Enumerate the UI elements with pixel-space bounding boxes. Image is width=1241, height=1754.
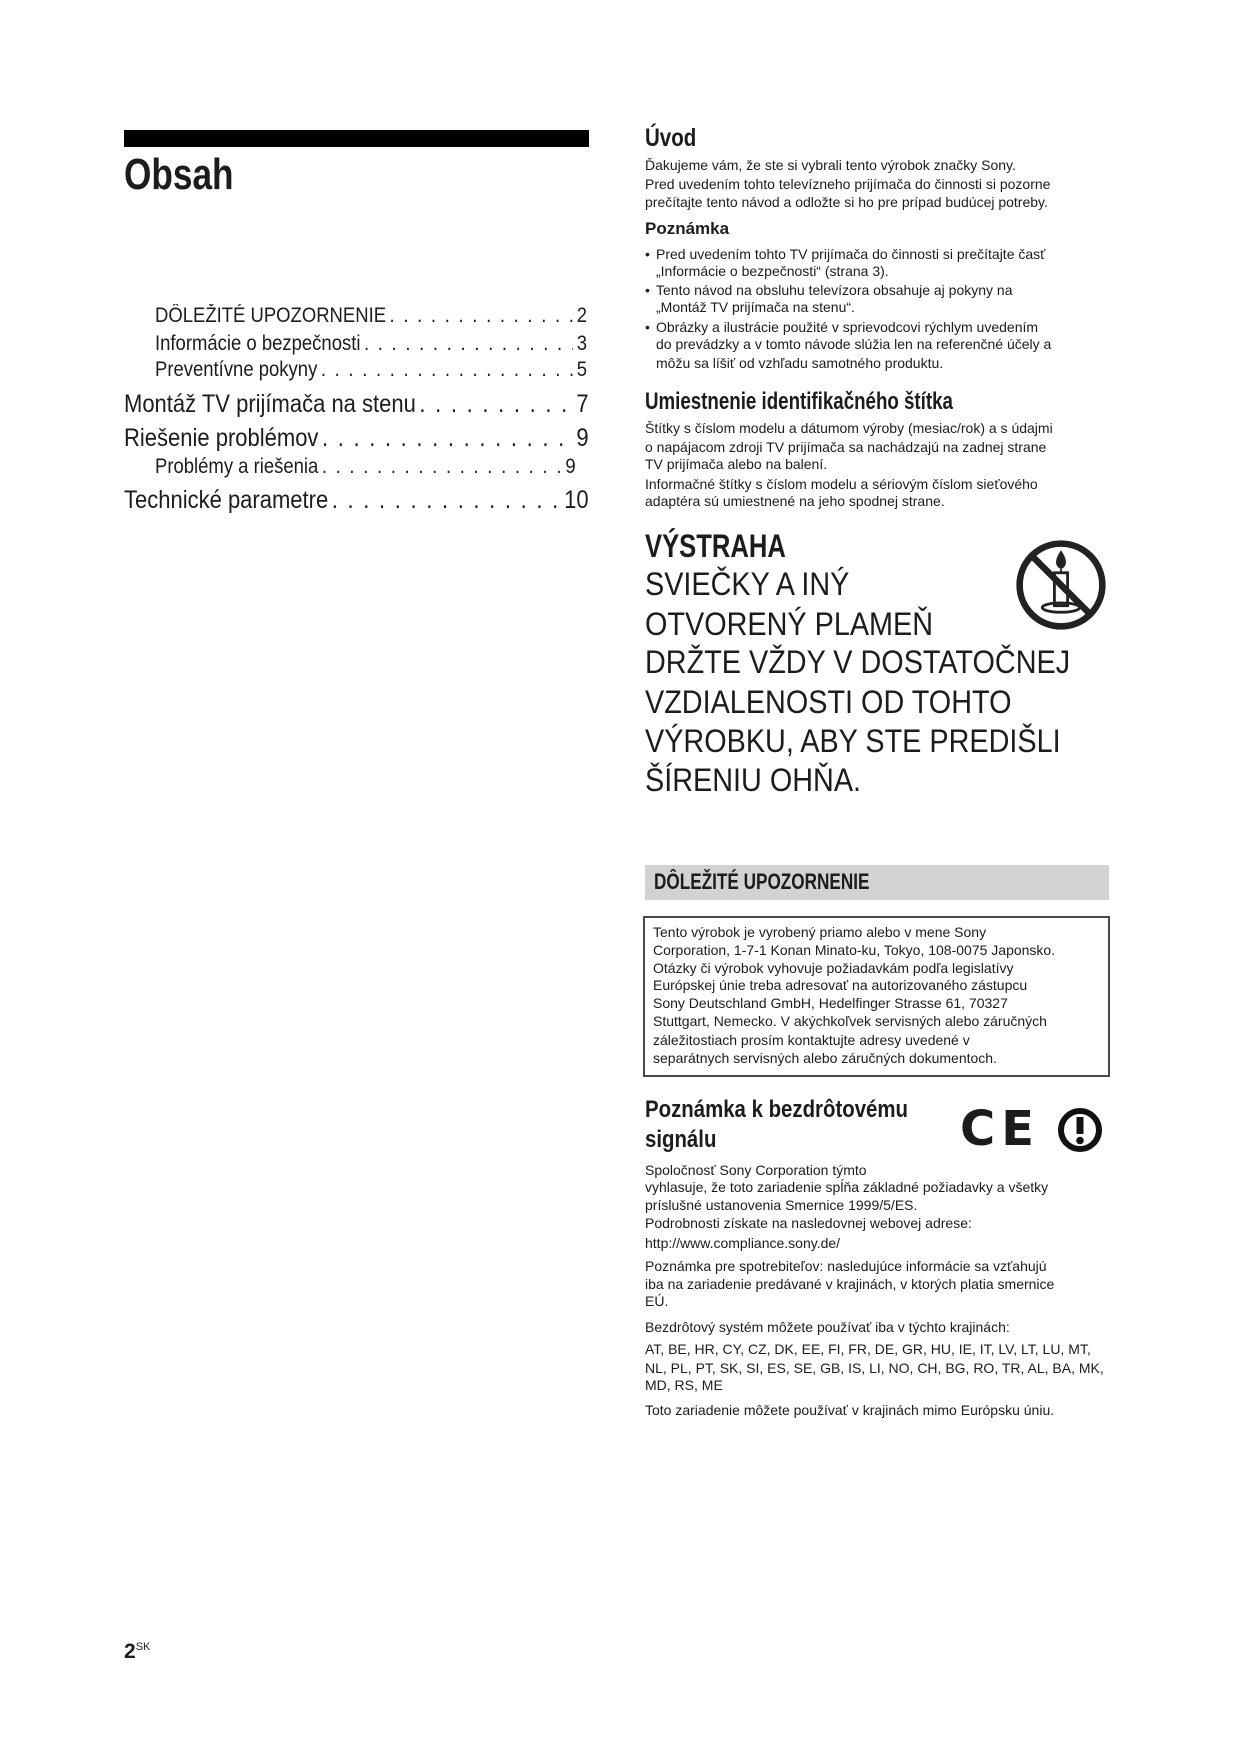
warning-line: OTVORENÝ PLAMEŇ: [645, 606, 934, 642]
toc-entry-troubleshooting: [124, 423, 589, 453]
label-location-line: adaptéra sú umiestnené na jeho spodnej strane.: [645, 493, 945, 509]
warning-line: SVIEČKY A INÝ: [645, 566, 850, 602]
country-list-line: MD, RS, ME: [645, 1377, 723, 1393]
toc-leader: [364, 331, 573, 357]
warning-line: DRŽTE VŽDY V DOSTATOČNEJ: [645, 644, 1071, 680]
label-location-line: o napájacom zdroji TV prijímača sa nachádzajú na zadnej strane: [645, 439, 1047, 455]
toc-leader: [419, 389, 573, 419]
important-notice-line: Stuttgart, Nemecko. V akýchkoľvek servisných alebo záručných: [653, 1013, 1047, 1029]
wireless-line: EÚ.: [645, 1293, 669, 1309]
important-notice-line: separátnych servisných alebo záručných dokumentoch.: [653, 1050, 997, 1066]
important-notice-line: Otázky či výrobok vyhovuje požiadavkám podľa legislatívy: [653, 960, 1014, 976]
country-list-line: NL, PL, PT, SK, SI, ES, SE, GB, IS, LI, NO, CH, BG, RO, TR, AL, BA, MK,: [645, 1360, 1104, 1376]
note-bullet-line: môžu sa líšiť od vzhľadu samotného produktu.: [656, 355, 944, 371]
note-bullet-line: „Montáž TV prijímača na stenu“.: [656, 299, 855, 315]
title-bar: [124, 130, 589, 147]
wireless-line: Poznámka pre spotrebiteľov: nasledujúce informácie sa vzťahujú: [645, 1258, 1047, 1274]
warning-line: VÝROBKU, ABY STE PREDIŠLI: [645, 723, 1061, 759]
label-location-heading: Umiestnenie identifikačného štítka: [645, 388, 953, 415]
toc-leader: [321, 357, 573, 383]
wireless-line: Bezdrôtový systém môžete používať iba v týchto krajinách:: [645, 1319, 1010, 1335]
wireless-heading: Poznámka k bezdrôtovému: [645, 1096, 909, 1123]
important-notice-line: Corporation, 1-7-1 Konan Minato-ku, Tokyo, 108-0075 Japonsko.: [653, 942, 1056, 958]
toc-entry-label: Preventívne pokyny: [155, 358, 318, 381]
alert-icon: [1057, 1107, 1103, 1153]
wireless-line: Spoločnosť Sony Corporation týmto: [645, 1162, 867, 1178]
toc-entry-safety-info: [155, 331, 587, 357]
wireless-line: iba na zariadenie predávané v krajinách, v ktorých platia smernice: [645, 1276, 1055, 1292]
toc-entry-page: 3: [576, 332, 588, 355]
note-bullet-line: „Informácie o bezpečnosti“ (strana 3).: [656, 263, 889, 279]
intro-line: prečítajte tento návod a odložte si ho pre prípad budúcej potreby.: [645, 194, 1048, 210]
label-location-line: Informačné štítky s číslom modelu a sériovým číslom sieťového: [645, 476, 1038, 492]
country-list-line: AT, BE, HR, CY, CZ, DK, EE, FI, FR, DE, GR, HU, IE, IT, LV, LT, LU, MT,: [645, 1341, 1091, 1357]
toc-entry-specifications: [124, 485, 589, 515]
toc-title: Obsah: [124, 150, 234, 199]
toc-leader: [322, 423, 573, 453]
toc-leader: [322, 454, 562, 480]
note-bullet-line: Tento návod na obsluhu televízora obsahuje aj pokyny na: [656, 282, 1013, 298]
warning-line: VZDIALENOSTI OD TOHTO: [645, 684, 1012, 720]
note-heading: Poznámka: [645, 219, 730, 238]
wireless-line: príslušné ustanovenia Smernice 1999/5/ES.: [645, 1197, 918, 1213]
bullet-icon: [645, 245, 650, 263]
toc-leader: [390, 303, 574, 329]
important-notice-line: záležitostiach prosím kontaktujte adresy uvedené v: [653, 1032, 970, 1048]
compliance-url: http://www.compliance.sony.de/: [645, 1235, 841, 1251]
important-notice-line: Sony Deutschland GmbH, Hedelfinger Strasse 61, 70327: [653, 995, 1008, 1011]
wireless-line: Toto zariadenie môžete používať v krajinách mimo Európsku úniu.: [645, 1402, 1055, 1418]
toc-entry-label: DÔLEŽITÉ UPOZORNENIE: [155, 304, 387, 327]
important-notice-line: Európskej únie treba adresovať na autorizovaného zástupcu: [653, 977, 1028, 993]
note-bullet-line: Pred uvedením tohto TV prijímača do činnosti si prečítajte časť: [656, 246, 1046, 262]
warning-line: ŠÍRENIU OHŇA.: [645, 762, 862, 798]
toc-entry-precautions: [155, 357, 587, 383]
label-location-line: TV prijímača alebo na balení.: [645, 456, 828, 472]
page-language-suffix: SK: [135, 1641, 151, 1653]
intro-line: Pred uvedením tohto televízneho prijímača do činnosti si pozorne: [645, 176, 1051, 192]
intro-heading: Úvod: [645, 124, 697, 152]
note-bullet-line: do prevádzky a v tomto návode slúžia len na referenčné účely a: [656, 336, 1052, 352]
bullet-icon: [645, 281, 650, 299]
toc-entry-page: 9: [576, 424, 589, 452]
intro-line: Ďakujeme vám, že ste si vybrali tento výrobok značky Sony.: [645, 157, 1016, 173]
ce-mark-logo: CE: [960, 1101, 1041, 1157]
bullet-icon: [645, 318, 650, 336]
toc-entry-problems-solutions: [155, 454, 576, 480]
page-number: [124, 1633, 150, 1666]
toc-entry-page: 5: [576, 358, 588, 381]
toc-entry-page: 7: [576, 390, 589, 418]
label-location-line: Štítky s číslom modelu a dátumom výroby (mesiac/rok) a s údajmi: [645, 420, 1053, 436]
wireless-line: vyhlasuje, že toto zariadenie spĺňa základné požiadavky a všetky: [645, 1179, 1049, 1195]
wireless-line: Podrobnosti získate na nasledovnej webovej adrese:: [645, 1215, 972, 1231]
important-notice-line: Tento výrobok je vyrobený priamo alebo v mene Sony: [653, 924, 987, 940]
important-notice-heading: DÔLEŽITÉ UPOZORNENIE: [654, 869, 870, 894]
note-bullet-line: Obrázky a ilustrácie použité v sprievodcovi rýchlym uvedením: [656, 319, 1039, 335]
wireless-heading: signálu: [645, 1126, 717, 1153]
toc-entry-label: Technické parametre: [124, 486, 329, 514]
toc-entry-page: 9: [565, 455, 576, 478]
toc-entry-page: 10: [564, 486, 589, 514]
toc-entry-wall-mount: [124, 389, 589, 419]
toc-entry-label: Problémy a riešenia: [155, 455, 319, 478]
toc-entry-page: 2: [576, 304, 588, 327]
toc-entry-label: Informácie o bezpečnosti: [155, 332, 361, 355]
warning-heading: VÝSTRAHA: [645, 528, 786, 564]
toc-entry-important-notice: [155, 303, 587, 329]
toc-entry-label: Montáž TV prijímača na stenu: [124, 390, 416, 418]
no-candle-icon: [1014, 538, 1108, 632]
page-number-value: 2: [124, 1640, 136, 1663]
toc-entry-label: Riešenie problémov: [124, 424, 319, 452]
toc-leader: [332, 485, 561, 515]
